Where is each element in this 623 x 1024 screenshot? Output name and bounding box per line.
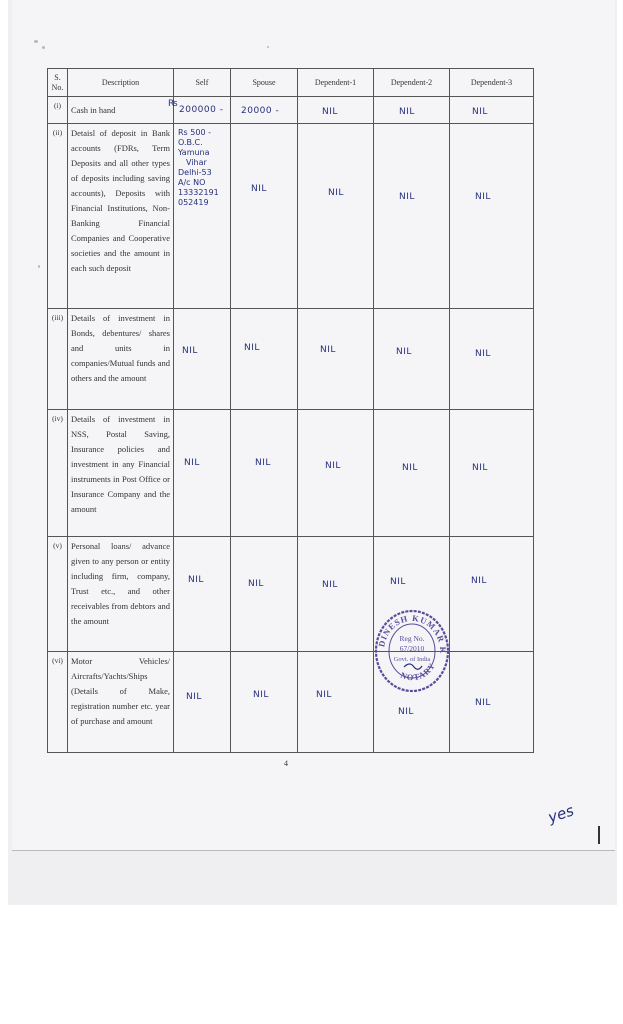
handwritten-line: Delhi-53: [178, 168, 212, 177]
cell-dependent-1: [298, 537, 374, 652]
header-description: Description: [68, 69, 174, 97]
handwritten-value: NIL: [475, 698, 491, 708]
handwritten-value: NIL: [471, 576, 487, 586]
handwritten-value: NIL: [322, 107, 338, 117]
cell-spouse: [231, 124, 298, 309]
handwritten-value: NIL: [472, 107, 488, 117]
row-description: Motor Vehicles/ Aircrafts/Yachts/Ships (Details of Make, registration number etc. year of purchase and amount: [68, 652, 174, 753]
cell-dependent-1: [298, 124, 374, 309]
handwritten-value: 20000 -: [241, 106, 280, 116]
handwritten-value: NIL: [320, 345, 336, 355]
page-number: 4: [284, 759, 288, 768]
header-dependent-1: Dependent-1: [298, 69, 374, 97]
stamp-reg-number: 67/2010: [399, 644, 425, 653]
table-row: [48, 97, 534, 124]
cell-dependent-1: [298, 410, 374, 537]
handwritten-line: 13332191: [178, 188, 219, 197]
table-row: [48, 537, 534, 652]
cell-spouse: [231, 410, 298, 537]
handwritten-value: NIL: [396, 347, 412, 357]
handwritten-line: Rs 500 -: [178, 128, 211, 137]
row-description: Cash in hand: [68, 97, 174, 124]
cell-dependent-3: [450, 124, 534, 309]
stamp-govt: Govt. of India: [393, 656, 431, 663]
cell-self: [174, 537, 231, 652]
row-sno: (vi): [48, 652, 68, 753]
handwritten-value: NIL: [188, 575, 204, 585]
handwritten-initials: yes: [545, 801, 577, 827]
header-dependent-2: Dependent-2: [374, 69, 450, 97]
handwritten-value: NIL: [322, 580, 338, 590]
cell-dependent-1: [298, 652, 374, 753]
handwritten-value: NIL: [398, 707, 414, 717]
header-dependent-3: Dependent-3: [450, 69, 534, 97]
table-row: [48, 124, 534, 309]
rupee-symbol: ₨: [168, 99, 178, 109]
handwritten-value: 200000 -: [179, 105, 224, 115]
handwritten-line: O.B.C.: [178, 138, 203, 147]
notary-stamp: [374, 605, 450, 699]
handwritten-value: NIL: [475, 349, 491, 359]
handwritten-value: NIL: [472, 463, 488, 473]
cell-dependent-2: [374, 309, 450, 410]
handwritten-line: Yamuna: [178, 148, 210, 157]
cell-dependent-3: [450, 652, 534, 753]
handwritten-value: NIL: [244, 343, 260, 353]
cell-dependent-1: [298, 309, 374, 410]
handwritten-value: NIL: [182, 346, 198, 356]
header-sno: S. No.: [48, 69, 68, 97]
row-sno: (iv): [48, 410, 68, 537]
handwritten-line: 052419: [178, 198, 209, 207]
handwritten-value: NIL: [328, 188, 344, 198]
row-sno: (ii): [48, 124, 68, 309]
cell-spouse: [231, 309, 298, 410]
handwritten-line: Vihar: [186, 158, 207, 167]
assets-declaration-table: [47, 68, 534, 753]
handwritten-value: NIL: [325, 461, 341, 471]
cell-dependent-3: [450, 97, 534, 124]
handwritten-value: NIL: [253, 690, 269, 700]
cell-dependent-3: [450, 309, 534, 410]
table-row: [48, 652, 534, 753]
stamp-ring-text: DINESH KUMAR K: [376, 612, 449, 655]
table-header-row: [48, 69, 534, 97]
cell-self: [174, 410, 231, 537]
signature-scribble: [404, 664, 422, 669]
handwritten-value: NIL: [251, 184, 267, 194]
notary-seal-icon: [374, 605, 450, 699]
handwritten-value: NIL: [316, 690, 332, 700]
cell-dependent-2: [374, 410, 450, 537]
handwritten-value: NIL: [402, 463, 418, 473]
handwritten-line: A/c NO: [178, 178, 206, 187]
handwritten-value: NIL: [390, 577, 406, 587]
svg-text:NOTARY: [399, 661, 437, 683]
row-description: Details of investment in NSS, Postal Saving, Insurance policies and investment in any Financial instruments in Post Office or Insurance Company and the amount: [68, 410, 174, 537]
cell-self: [174, 124, 231, 309]
handwritten-value: NIL: [399, 192, 415, 202]
stamp-reg-label: Reg No.: [399, 634, 425, 643]
cell-self: [168, 97, 231, 124]
cell-spouse: [231, 537, 298, 652]
row-sno: (i): [48, 97, 68, 124]
cell-spouse: [231, 97, 298, 124]
scan-speck: [42, 46, 45, 49]
scan-speck: [38, 265, 40, 268]
row-description: Personal loans/ advance given to any person or entity including firm, company, Trust etc., and other receivables from debtors and the amount: [68, 537, 174, 652]
cell-dependent-2: [374, 124, 450, 309]
cell-dependent-1: [298, 97, 374, 124]
scan-speck: [267, 46, 269, 48]
handwritten-value: NIL: [255, 458, 271, 468]
handwritten-value: NIL: [475, 192, 491, 202]
row-sno: (iii): [48, 309, 68, 410]
table-row: [48, 410, 534, 537]
row-description: Details of investment in Bonds, debentures/ shares and units in companies/Mutual funds and others and the amount: [68, 309, 174, 410]
header-spouse: Spouse: [231, 69, 298, 97]
handwritten-bank-details: [178, 128, 219, 208]
cell-dependent-3: [450, 537, 534, 652]
cell-self: [174, 309, 231, 410]
cell-spouse: [231, 652, 298, 753]
cell-dependent-2: [374, 97, 450, 124]
header-self: Self: [174, 69, 231, 97]
row-description: Detaisl of deposit in Bank accounts (FDRs, Term Deposits and all other types of deposits including saving accounts), Deposits with Financial Institutions, Non-Banking Financial Companies and Cooperative societies and the amount in each such deposit: [68, 124, 174, 309]
handwritten-value: NIL: [184, 458, 200, 468]
table-row: [48, 309, 534, 410]
stamp-bottom-text: NOTARY: [399, 660, 438, 683]
handwritten-value: NIL: [186, 692, 202, 702]
margin-mark: [598, 826, 600, 844]
row-sno: (v): [48, 537, 68, 652]
handwritten-value: NIL: [399, 107, 415, 117]
scan-speck: [34, 40, 38, 43]
handwritten-value: NIL: [248, 579, 264, 589]
cell-self: [174, 652, 231, 753]
cell-dependent-3: [450, 410, 534, 537]
